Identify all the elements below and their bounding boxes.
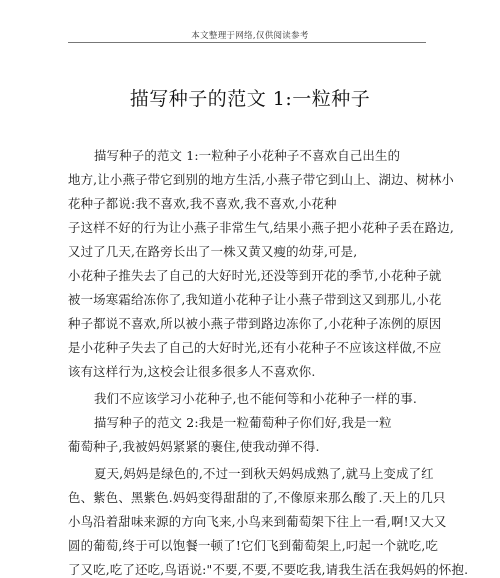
paragraph-line: 子这样不好的行为让小燕子非常生气,结果小燕子把小花种子丢在路边, (68, 220, 454, 235)
paragraph-line: 描写种子的范文 1:一粒种子小花种子不喜欢自己出生的 (94, 148, 401, 163)
paragraph-line: 小鸟沿着甜味来源的方向飞来,小鸟来到葡萄架下往上一看,啊!又大又 (68, 514, 447, 529)
header-divider (68, 42, 426, 43)
paragraph-line: 色、紫色、黑紫色.妈妈变得甜甜的了,不像原来那么酸了.天上的几只 (68, 490, 446, 505)
paragraph-line: 该有这样行为,这校会让很多很多人不喜欢你. (68, 364, 316, 379)
paragraph-line: 是小花种子失去了自己的大好时光,还有小花种子不应该这样做,不应 (68, 340, 442, 355)
paragraph-line: 我们不应该学习小花种子,也不能何等和小花种子一样的事. (94, 391, 418, 406)
header-note: 本文整理于网络,仅供阅读参考 (191, 31, 309, 41)
paragraph-line: 地方,让小燕子带它到别的地方生活,小燕子带它到山上、湖边、树林小 (68, 172, 454, 187)
paragraph-line: 种子都说不喜欢,所以被小燕子带到路边冻你了,小花种子冻例的原因 (68, 316, 442, 331)
paragraph-line: 描写种子的范文 2:我是一粒葡萄种子你们好,我是一粒 (94, 415, 392, 430)
document-title: 描写种子的范文 1:一粒种子 (129, 88, 371, 110)
paragraph-line: 了又吃,吃了还吃,鸟语说:"不要,不要,不要吃我,请我生活在我妈妈的怀抱. (68, 562, 469, 577)
paragraph-line: 圆的葡萄,终于可以饱餐一顿了!它们飞到葡萄架上,叼起一个就吃,吃 (68, 538, 439, 553)
paragraph-line: 花种子都说:我不喜欢,我不喜欢,我不喜欢,小花种 (68, 196, 337, 211)
paragraph-line: 小花种子推失去了自己的大好时光,还没等到开花的季节,小花种子就 (68, 268, 442, 283)
paragraph-line: 夏天,妈妈是绿色的,不过一到秋天妈妈成熟了,就马上变成了红 (94, 466, 434, 481)
paragraph-line: 被一场寒霜给冻你了,我知道小花种子让小燕子带到这又到那儿,小花 (68, 292, 442, 307)
paragraph-line: 葡萄种子,我被妈妈紧紧的裹住,使我动弹不得. (68, 439, 320, 454)
paragraph-line: 又过了几天,在路旁长出了一株又黄又瘦的幼芽,可是, (68, 244, 358, 259)
